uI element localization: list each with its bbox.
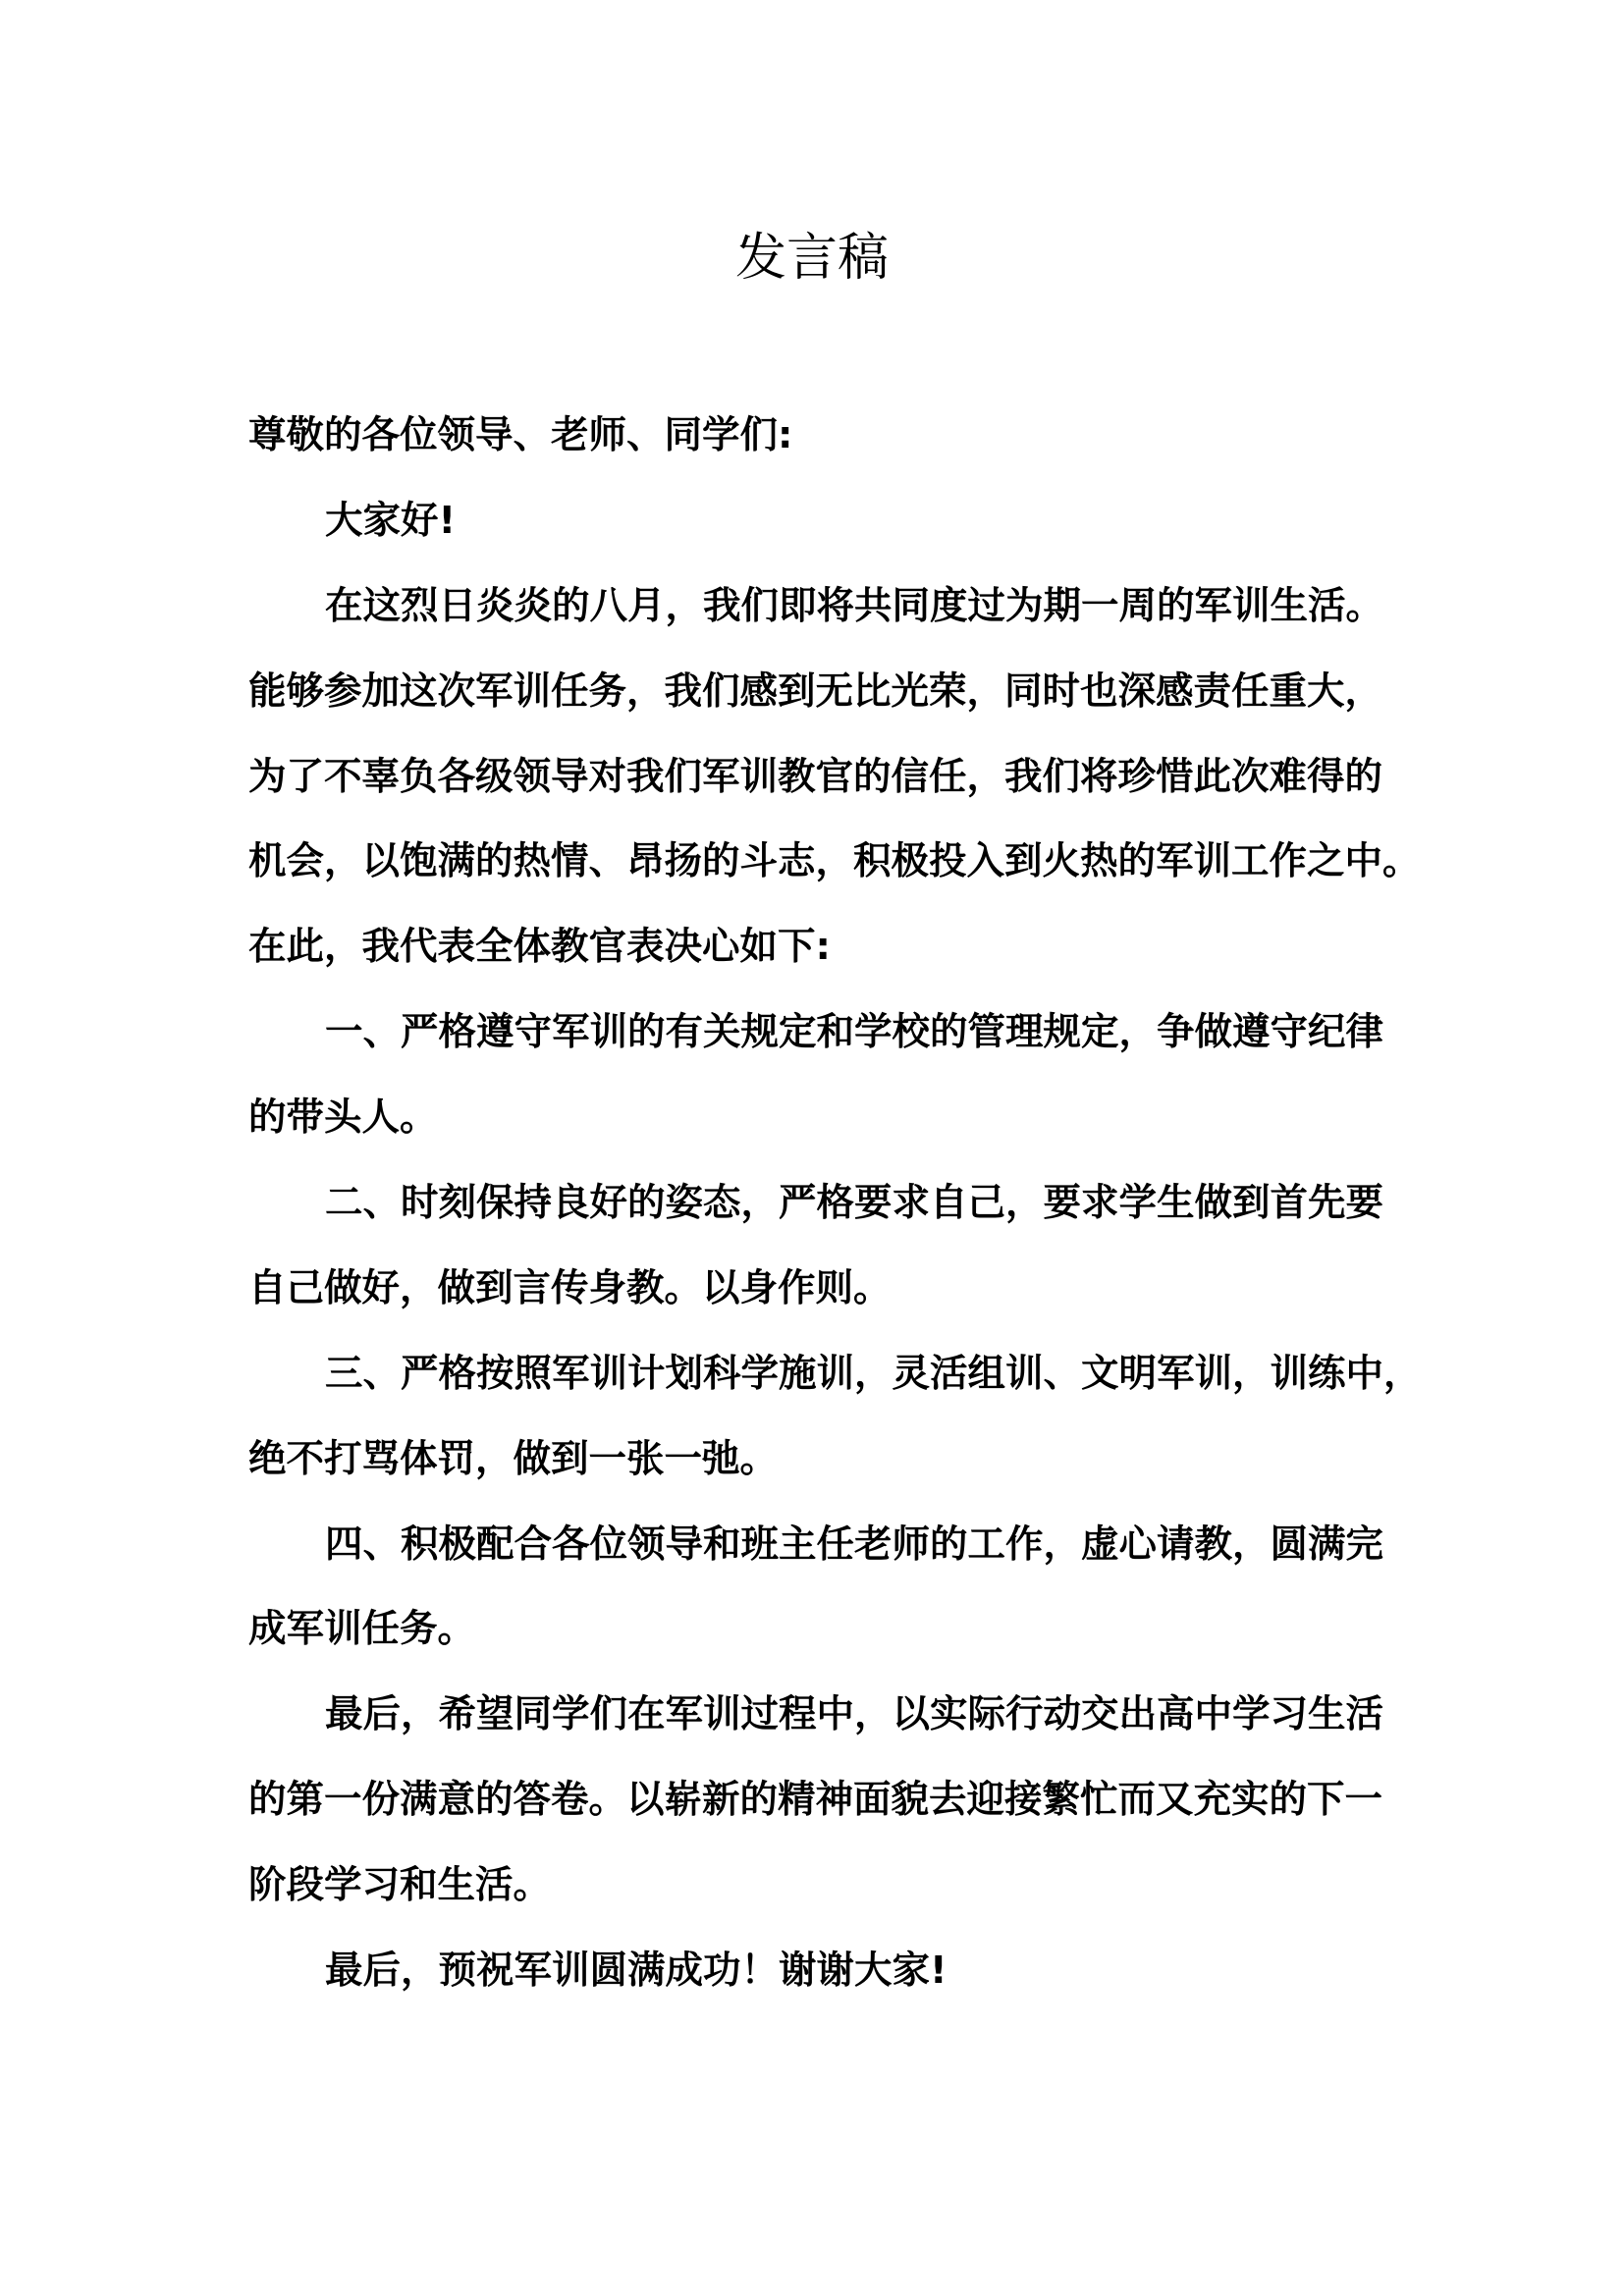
text-line: 一、严格遵守军训的有关规定和学校的管理规定，争做遵守纪律	[325, 1010, 1384, 1055]
text-line: 成军训任务。	[248, 1607, 476, 1652]
text-line: 大家好!	[325, 498, 457, 543]
text-line: 四、积极配合各位领导和班主任老师的工作，虚心请教，圆满完	[325, 1522, 1384, 1567]
text-line: 能够参加这次军训任务，我们感到无比光荣，同时也深感责任重大，	[248, 668, 1383, 714]
text-line: 为了不辜负各级领导对我们军训教官的信任，我们将珍惜此次难得的	[248, 754, 1383, 799]
text-line: 的第一份满意的答卷。以崭新的精神面貌去迎接繁忙而又充实的下一	[248, 1778, 1383, 1823]
text-line: 的带头人。	[248, 1095, 438, 1141]
text-line: 机会，以饱满的热情、昂扬的斗志，积极投入到火热的军训工作之中。	[248, 839, 1421, 884]
text-line: 尊敬的各位领导、老师、同学们:	[248, 413, 793, 457]
text-line: 阶段学习和生活。	[248, 1863, 552, 1908]
text-line: 最后，希望同学们在军训过程中，以实际行动交出高中学习生活	[325, 1692, 1384, 1737]
text-line: 三、严格按照军训计划科学施训，灵活组训、文明军训，训练中，	[325, 1351, 1422, 1396]
text-line: 在此，我代表全体教官表决心如下:	[248, 925, 831, 970]
document-body	[248, 394, 1422, 2014]
document-title: 发言稿	[734, 229, 889, 288]
text-line: 在这烈日炎炎的八月，我们即将共同度过为期一周的军训生活。	[325, 583, 1384, 628]
text-line: 自己做好，做到言传身教。以身作则。	[248, 1265, 892, 1310]
text-line: 二、时刻保持良好的姿态，严格要求自己，要求学生做到首先要	[325, 1181, 1384, 1226]
text-line: 绝不打骂体罚，做到一张一弛。	[248, 1436, 779, 1481]
text-line: 最后，预祝军训圆满成功！谢谢大家!	[325, 1949, 947, 1994]
